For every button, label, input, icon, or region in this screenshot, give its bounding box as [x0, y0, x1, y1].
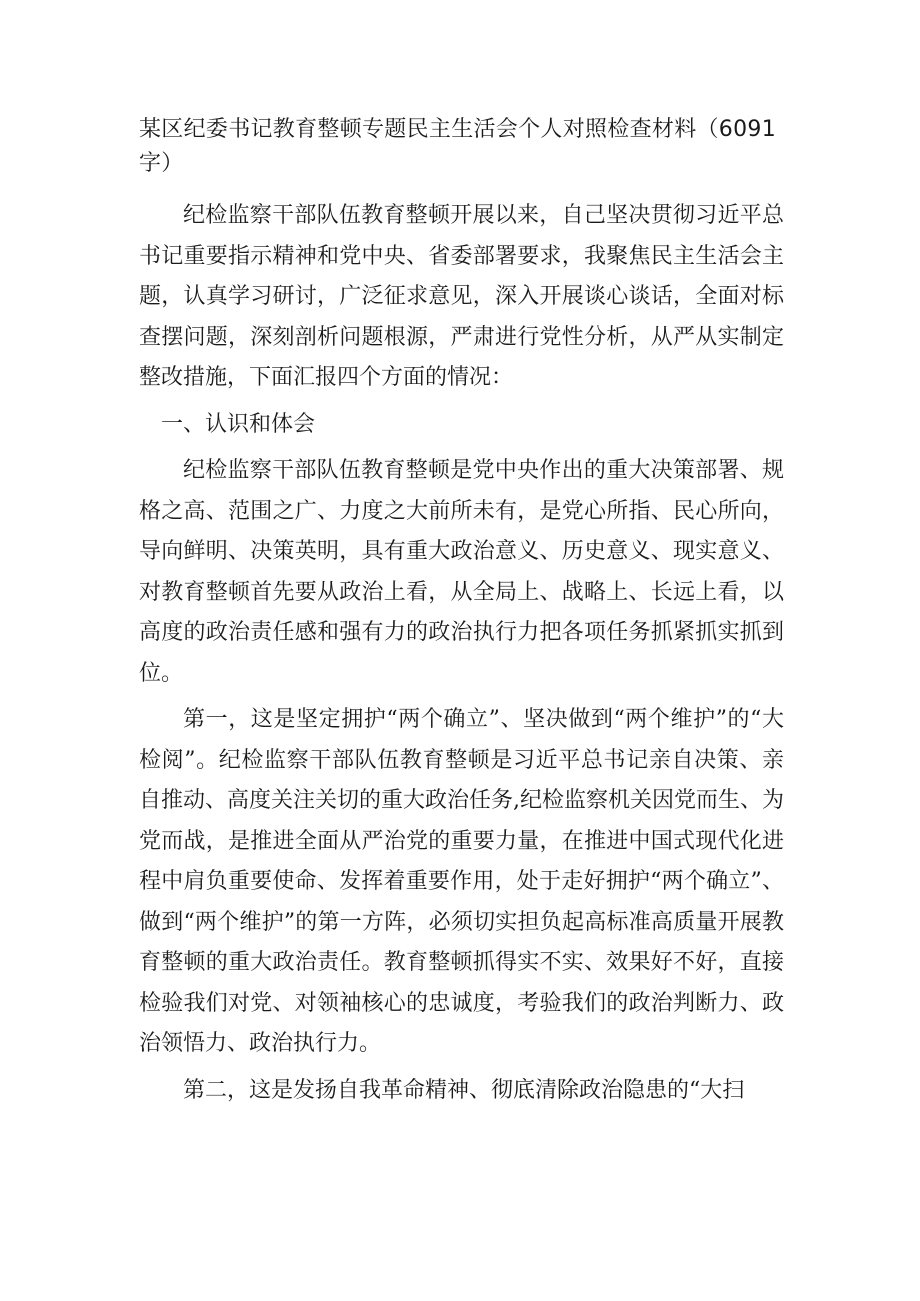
document-title: 某区纪委书记教育整顿专题民主生活会个人对照检查材料（6091字）	[139, 117, 776, 176]
body-paragraph: 第一，这是坚定拥护“两个确立”、坚决做到“两个维护”的“大检阅”。纪检监察干部队伍教育整顿是习近平总书记亲自决策、亲自推动、高度关注关切的重大政治任务,纪检监察机关因党而生、为党而战，是推进全面从严治党的重要力量，在推进中国式现代化进程中肩负重要使命、发挥着重要作用，处于走好拥护“两个确立”、做到“两个维护”的第一方阵，必须切实担负起高标准高质量开展教育整顿的重大政治责任。教育整顿抓得实不实、效果好不好，直接检验我们对党、对领袖核心的忠诚度，考验我们的政治判断力、政治领悟力、政治执行力。	[139, 707, 784, 1056]
intro-paragraph: 纪检监察干部队伍教育整顿开展以来，自己坚决贯彻习近平总书记重要指示精神和党中央、省委部署要求，我聚焦民主生活会主题，认真学习研讨，广泛征求意见，深入开展谈心谈话，全面对标查摆问题，深刻剖析问题根源，严肃进行党性分析，从严从实制定整改措施，下面汇报四个方面的情况：	[139, 203, 784, 390]
section-heading: 一、认识和体会	[161, 411, 316, 437]
body-paragraph: 纪检监察干部队伍教育整顿是党中央作出的重大决策部署、规格之高、范围之广、力度之大前所未有，是党心所指、民心所向，导向鲜明、决策英明，具有重大政治意义、历史意义、现实意义、对教育整顿首先要从政治上看，从全局上、战略上、长远上看，以高度的政治责任感和强有力的政治执行力把各项任务抓紧抓实抓到位。	[139, 458, 784, 686]
body-paragraph: 第二，这是发扬自我革命精神、彻底清除政治隐患的“大扫	[183, 1077, 745, 1103]
document-body	[139, 113, 784, 1117]
